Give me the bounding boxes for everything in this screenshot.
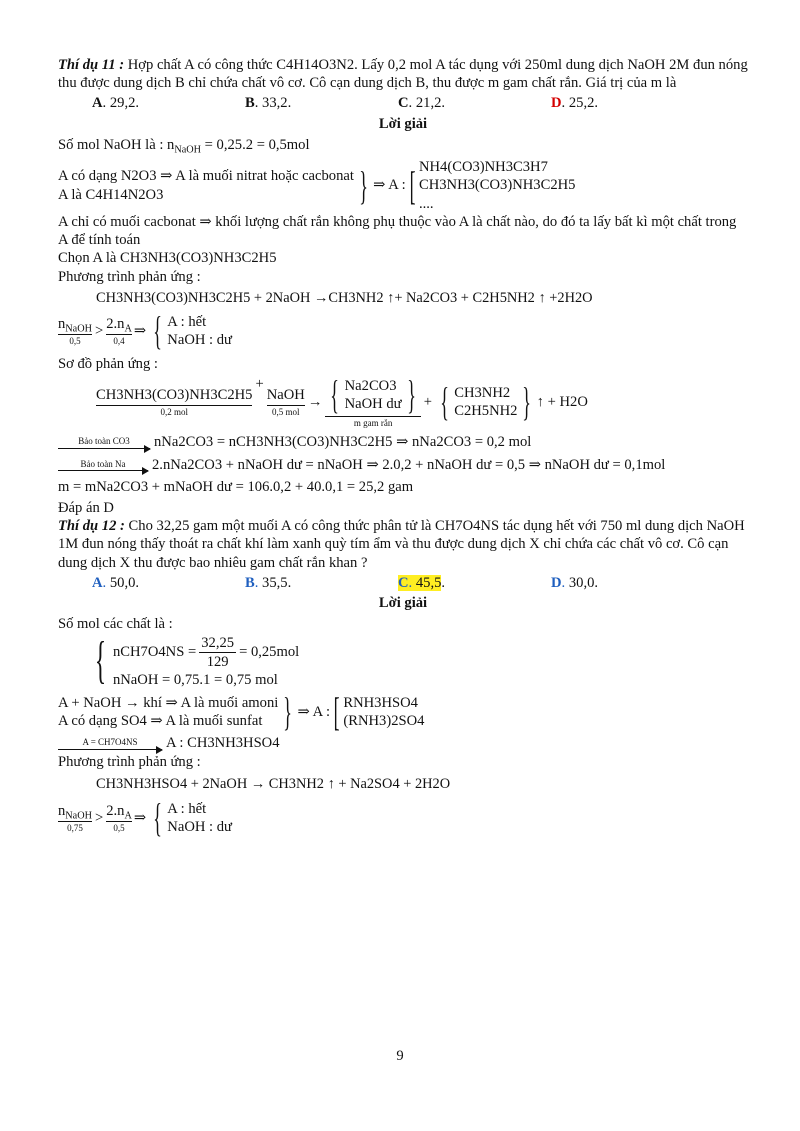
example-12-question bbox=[58, 517, 748, 572]
reaction-equation: CH3NH3(CO3)NH3C2H5 + 2NaOH →CH3NH2 ↑+ Na2CO3 + C2H5NH2 ↑ +2H2O bbox=[96, 289, 593, 306]
reaction-scheme: CH3NH3(CO3)NH3C2H5 0,2 mol + NaOH 0,5 mol → { Na2CO3 NaOH dư } m gam rắn + { CH3NH2 C2H5NH2 } ↑ + H2O bbox=[96, 372, 588, 429]
identify-a: A = CH7O4NS A : CH3NH3HSO4 bbox=[58, 734, 748, 752]
option-d: D. 30,0. bbox=[551, 574, 599, 591]
moles-system: { nCH7O4NS = $\frac{32,25}{129}$ = 0,25mol nNaOH = 0,75.1 = 0,75 mol bbox=[94, 632, 300, 690]
page-number: 9 bbox=[396, 1048, 404, 1064]
system-line-1: A có dạng N2O3 ⇒ A là muối nitrat hoặc cacbonat bbox=[58, 168, 354, 185]
example-11-options bbox=[58, 94, 748, 112]
option-c: C. 45,5. bbox=[398, 574, 446, 591]
answer-line: Đáp án D bbox=[58, 500, 114, 516]
comparison-line: $n_{NaOH}$ 0,75 > $2.n_A$ 0,5 ⇒ { A : hết NaOH : dư bbox=[58, 794, 232, 840]
conservation-co3: Bảo toàn CO3 nNa2CO3 = nCH3NH3(CO3)NH3C2H5 ⇒ nNa2CO3 = 0,2 mol bbox=[58, 433, 748, 451]
example-12-label: Thí dụ 12 : bbox=[58, 518, 125, 535]
naoh-moles-line: Số mol NaOH là : $n_{NaOH} = 0,25.2 = 0,5mol$ bbox=[58, 136, 310, 156]
option-a: A. 29,2. bbox=[92, 95, 140, 112]
case-a-done: A : hết bbox=[167, 313, 207, 330]
candidate-2: CH3NH3(CO3)NH3C2H5 bbox=[418, 177, 576, 194]
option-c: C. 21,2. bbox=[398, 95, 446, 112]
example-12-text: Cho 32,25 gam một muối A có công thức phân tử là CH7O4NS tác dụng hết với 750 ml dung dịch NaOH 1M đun nóng thấy thoát ra chất khí làm xanh quỳ tím ẩm và thu được dung dịch X chỉ chứa các chất vô cơ. Cô cạn dung dịch X thu được bao nhiêu gam chất rắn khan ? bbox=[58, 518, 745, 571]
system-line-2: A là C4H14N2O3 bbox=[58, 186, 164, 203]
reaction-equation: CH3NH3HSO4 + 2NaOH → CH3NH2 ↑ + Na2SO4 + 2H2O bbox=[96, 775, 451, 792]
reaction-heading: Phương trình phản ứng : bbox=[58, 268, 201, 285]
choose-a-line: Chọn A là CH3NH3(CO3)NH3C2H5 bbox=[58, 250, 277, 267]
option-d: D. 25,2. bbox=[551, 95, 599, 112]
reaction-heading: Phương trình phản ứng : bbox=[58, 753, 201, 770]
option-a: A. 50,0. bbox=[92, 574, 140, 591]
candidate-1: NH4(CO3)NH3C3H7 bbox=[418, 159, 548, 176]
document-page bbox=[58, 56, 748, 838]
candidate-3: .... bbox=[418, 195, 434, 212]
moles-heading: Số mol các chất là : bbox=[58, 616, 173, 633]
solution-title: Lời giải bbox=[378, 115, 428, 132]
option-b: B. 35,5. bbox=[245, 574, 292, 591]
example-11-question bbox=[58, 56, 748, 92]
system-conclusion: ⇒ A : bbox=[373, 177, 406, 194]
salt-system: A + NaOH → khí ⇒ A là muối amoni A có dạng SO4 ⇒ A là muối sunfat } ⇒ A : [ RNH3HSO4 (RNH3)2SO4 bbox=[58, 689, 425, 735]
example-11-text: Hợp chất A có công thức C4H14O3N2. Lấy 0,2 mol A tác dụng với 250ml dung dịch NaOH 2M đun nóng thu được dung dịch B chỉ chứa chất vô cơ. Cô cạn dung dịch B, thu được m gam chất rắn. Giá trị của m là bbox=[58, 57, 748, 92]
scheme-heading: Sơ đồ phản ứng : bbox=[58, 355, 158, 372]
formula-system: A có dạng N2O3 ⇒ A là muối nitrat hoặc cacbonat A là C4H14N2O3 } ⇒ A : [ NH4(CO3)NH3C3H7 CH3NH3(CO3)NH3C2H5 .... bbox=[58, 159, 576, 212]
case-naoh-excess: NaOH : dư bbox=[167, 331, 232, 348]
conservation-na: Bảo toàn Na 2.nNa2CO3 + nNaOH dư = nNaOH ⇒ 2.0,2 + nNaOH dư = 0,5 ⇒ nNaOH dư = 0,1mol bbox=[58, 456, 748, 474]
option-b: B. 33,2. bbox=[245, 95, 292, 112]
mass-result: m = mNa2CO3 + mNaOH dư = 106.0,2 + 40.0,1 = 25,2 gam bbox=[58, 478, 414, 495]
solution-title: Lời giải bbox=[378, 595, 428, 612]
comparison-line: $n_{NaOH}$ 0,5 > $2.n_A$ 0,4 ⇒ { A : hết NaOH : dư bbox=[58, 307, 232, 353]
example-11-label: Thí dụ 11 : bbox=[58, 57, 125, 73]
example-12-options bbox=[58, 574, 748, 592]
paragraph-cacbonat: A chỉ có muối cacbonat ⇒ khối lượng chất rắn không phụ thuộc vào A là chất nào, do đó ta lấy bất kì một chất trong A để tính toán bbox=[58, 213, 737, 249]
